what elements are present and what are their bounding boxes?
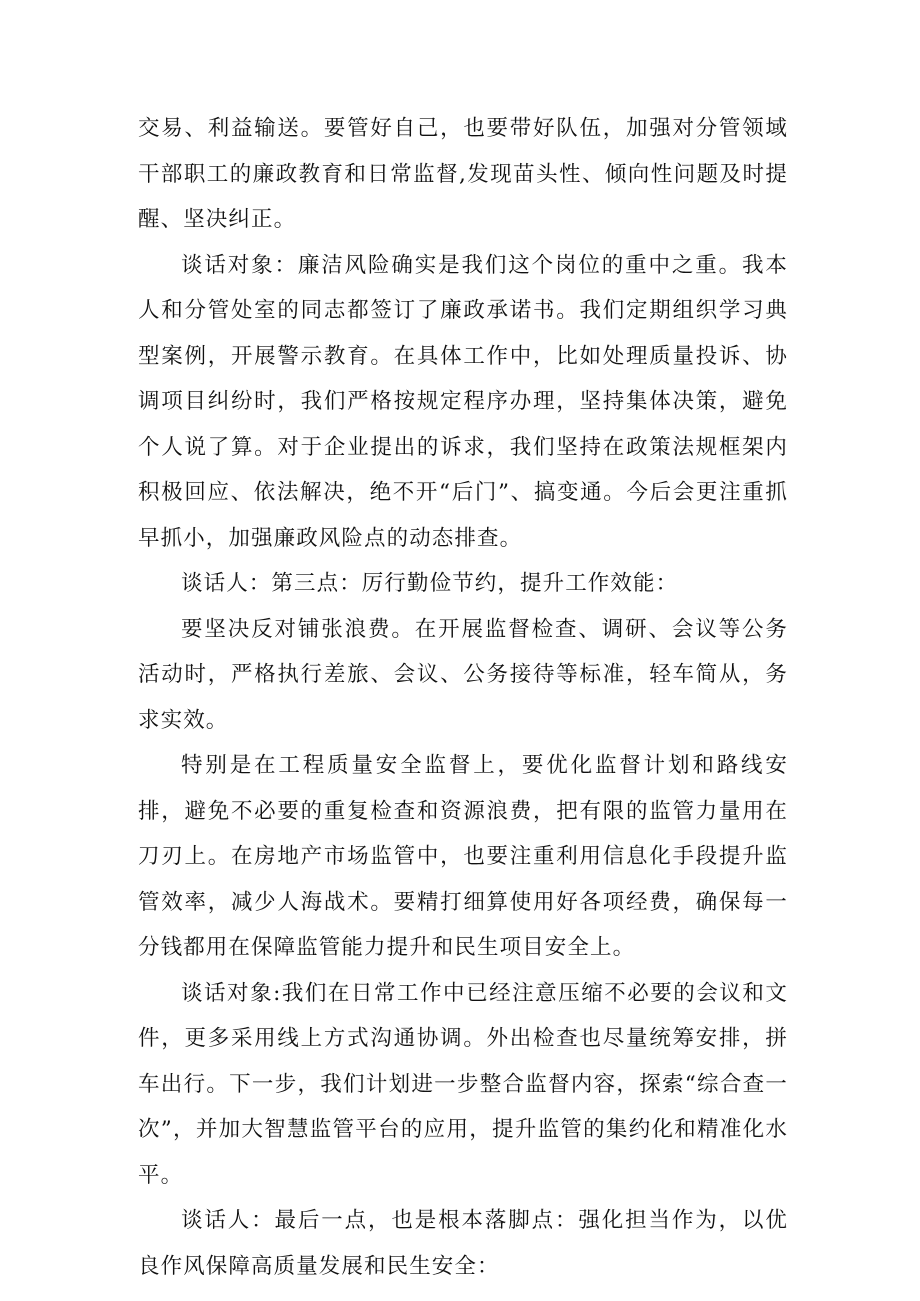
paragraph-4: 要坚决反对铺张浪费。在开展监督检查、调研、会议等公务活动时，严格执行差旅、会议、公务接待等标准，轻车简从，务求实效。 bbox=[138, 616, 788, 733]
paragraph-2: 谈话对象：廉洁风险确实是我们这个岗位的重中之重。我本人和分管处室的同志都签订了廉政承诺书。我们定期组织学习典型案例，开展警示教育。在具体工作中，比如处理质量投诉、协调项目纠纷时，我们严格按规定程序办理，坚持集体决策，避免个人说了算。对于企业提出的诉求，我们坚持在政策法规框架内积极回应、依法解决，绝不开“后门”、搞变通。今后会更注重抓早抓小，加强廉政风险点的动态排查。 bbox=[138, 252, 788, 551]
paragraph-7: 谈话人：最后一点，也是根本落脚点：强化担当作为，以优良作风保障高质量发展和民生安全： bbox=[138, 1208, 788, 1279]
paragraph-1: 交易、利益输送。要管好自己，也要带好队伍，加强对分管领域干部职工的廉政教育和日常监督,发现苗头性、倾向性问题及时提醒、坚决纠正。 bbox=[138, 116, 788, 232]
paragraph-5: 特别是在工程质量安全监督上，要优化监督计划和路线安排，避免不必要的重复检查和资源浪费，把有限的监管力量用在刀刃上。在房地产市场监管中，也要注重利用信息化手段提升监管效率，减少人海战术。要精打细算使用好各项经费，确保每一分钱都用在保障监管能力提升和民生项目安全上。 bbox=[138, 753, 788, 960]
document-page bbox=[138, 106, 788, 1289]
paragraph-3: 谈话人：第三点：厉行勤俭节约，提升工作效能： bbox=[181, 571, 679, 596]
paragraph-6: 谈话对象:我们在日常工作中已经注意压缩不必要的会议和文件，更多采用线上方式沟通协调。外出检查也尽量统筹安排，拼车出行。下一步，我们计划进一步整合监督内容，探索“综合查一次”，并加大智慧监管平台的应用，提升监管的集约化和精准化水平。 bbox=[138, 980, 788, 1188]
